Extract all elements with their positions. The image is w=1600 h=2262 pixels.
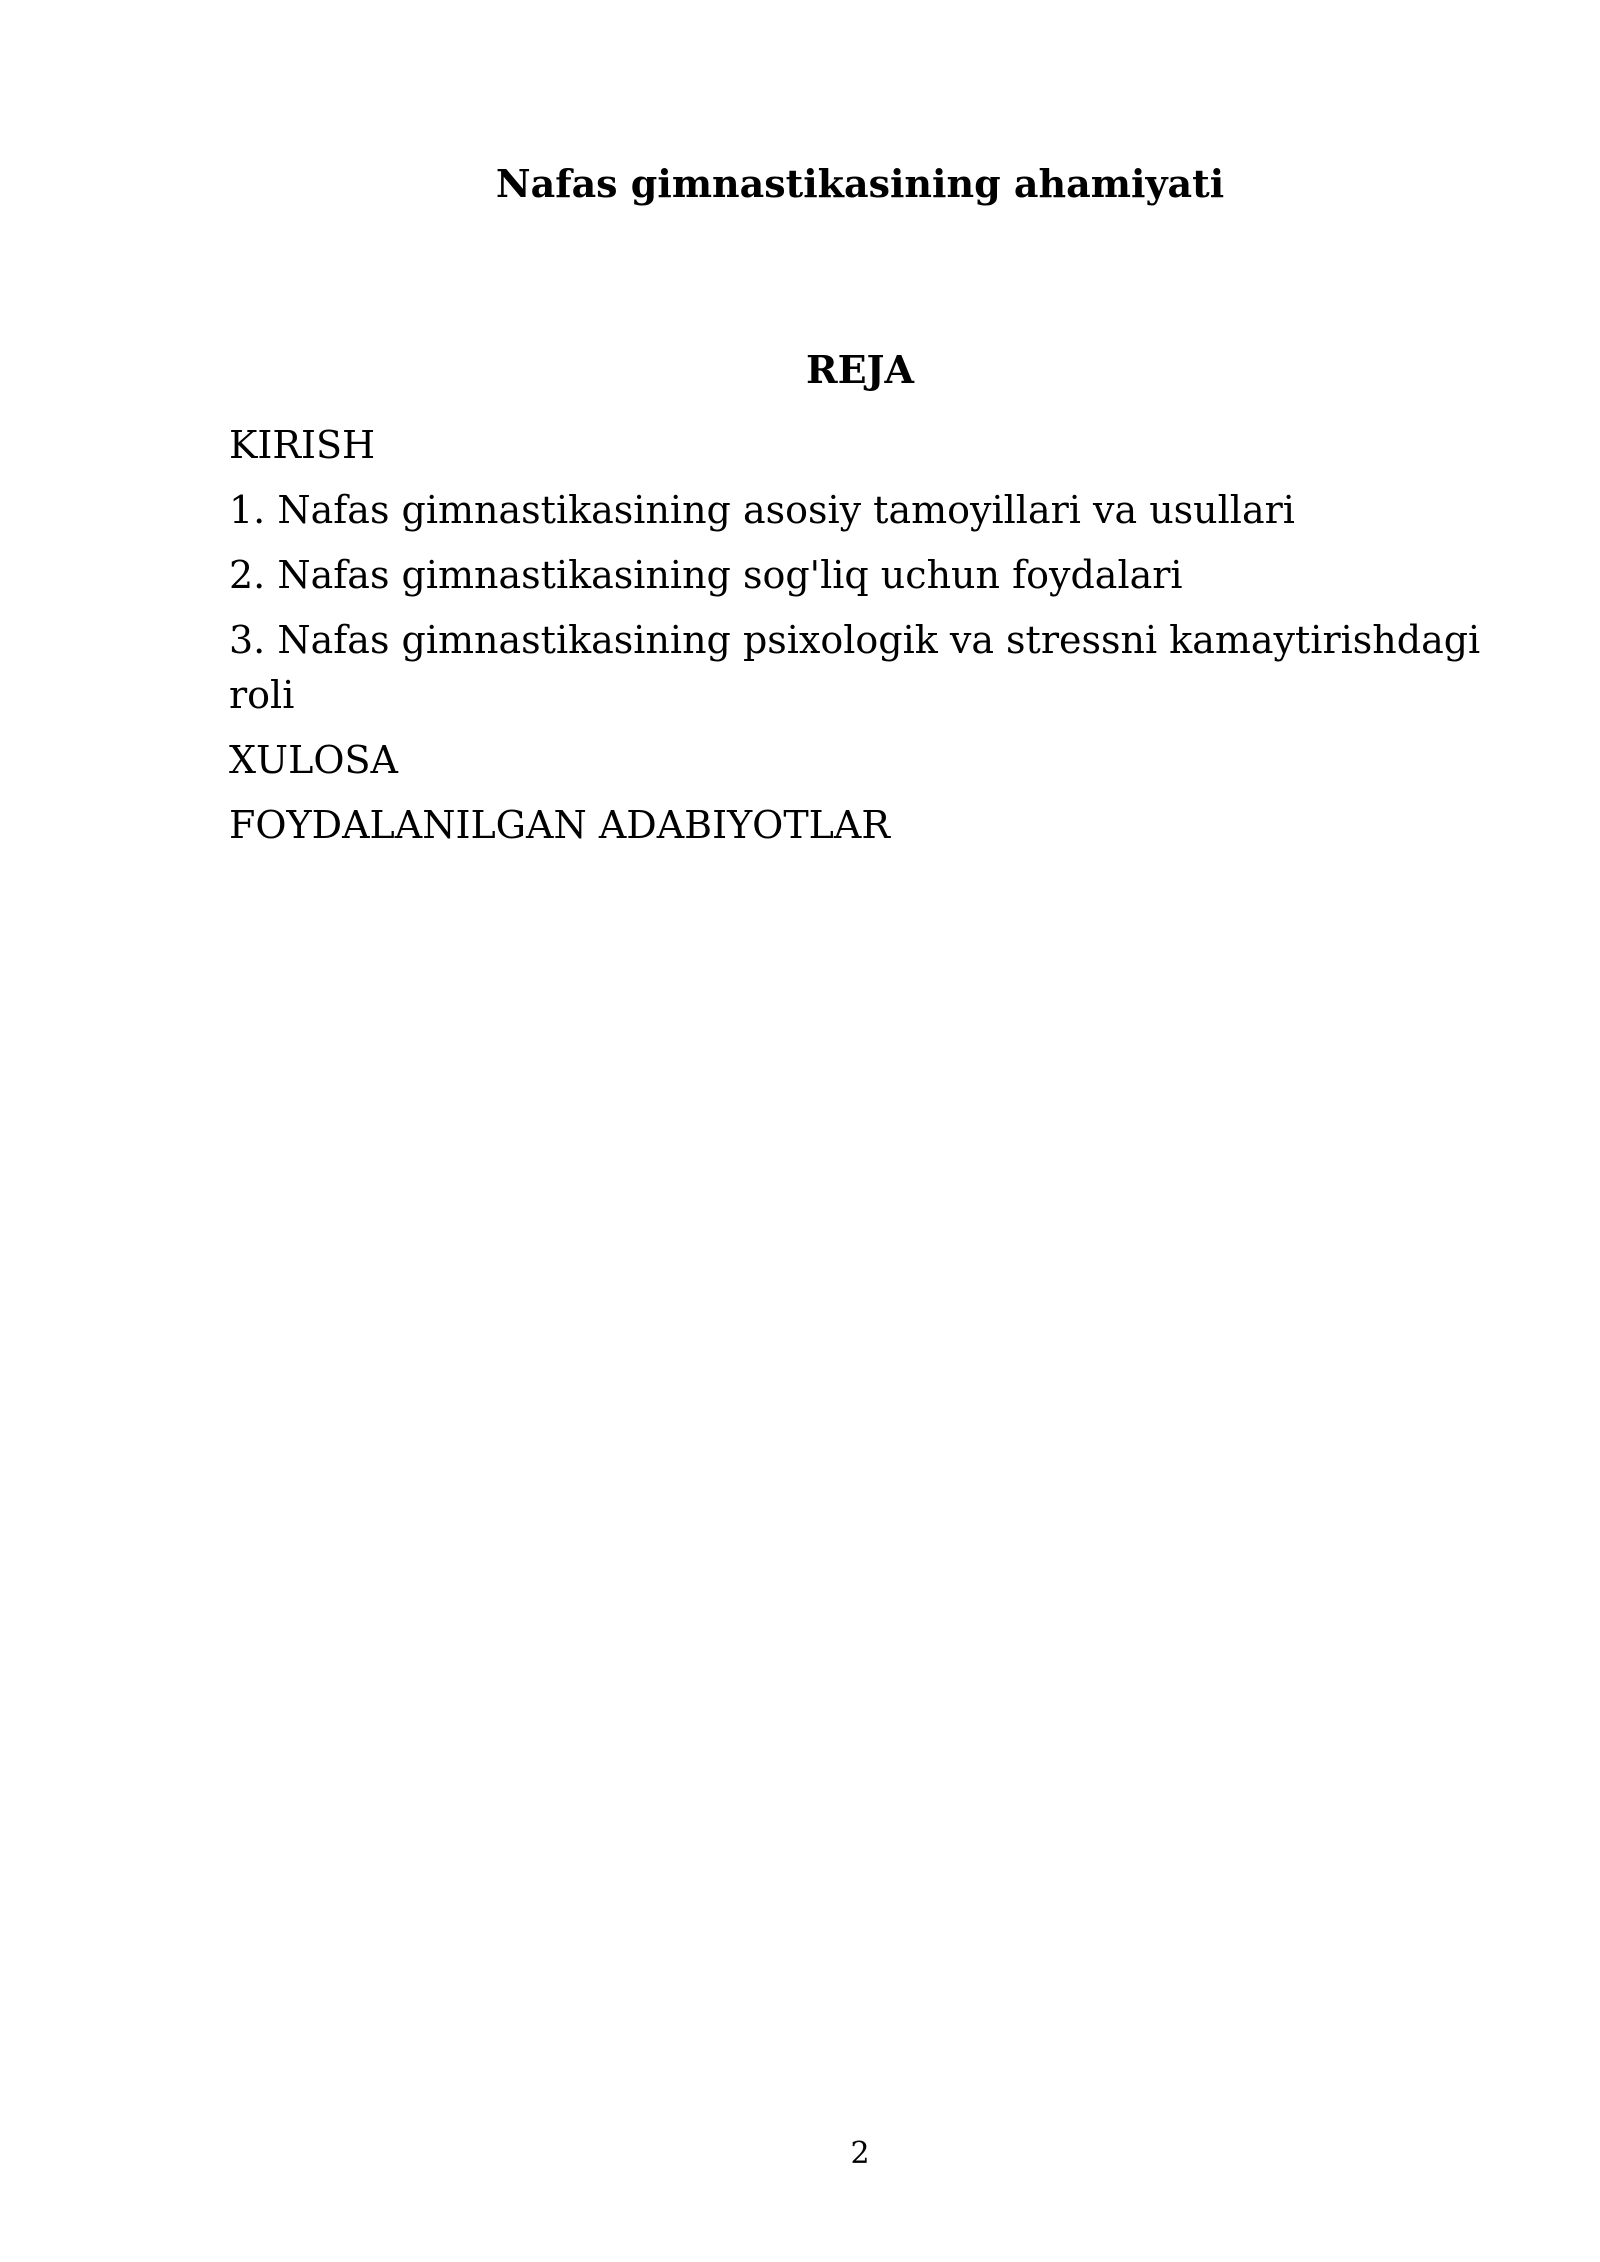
page-number: 2 (850, 2136, 870, 2171)
plan-item-3: 3. Nafas gimnastikasining psixologik va stressni kamaytirishdagi roli (229, 618, 1481, 717)
plan-item-references: FOYDALANILGAN ADABIYOTLAR (229, 803, 890, 847)
plan-heading: REJA (805, 347, 914, 392)
plan-item-1: 1. Nafas gimnastikasining asosiy tamoyillari va usullari (229, 488, 1295, 532)
plan-list (229, 418, 1489, 863)
plan-item-conclusion: XULOSA (229, 738, 398, 782)
plan-item-2: 2. Nafas gimnastikasining sog'liq uchun foydalari (229, 553, 1183, 597)
plan-item-introduction: KIRISH (229, 423, 376, 467)
document-title: Nafas gimnastikasining ahamiyati (495, 161, 1225, 206)
